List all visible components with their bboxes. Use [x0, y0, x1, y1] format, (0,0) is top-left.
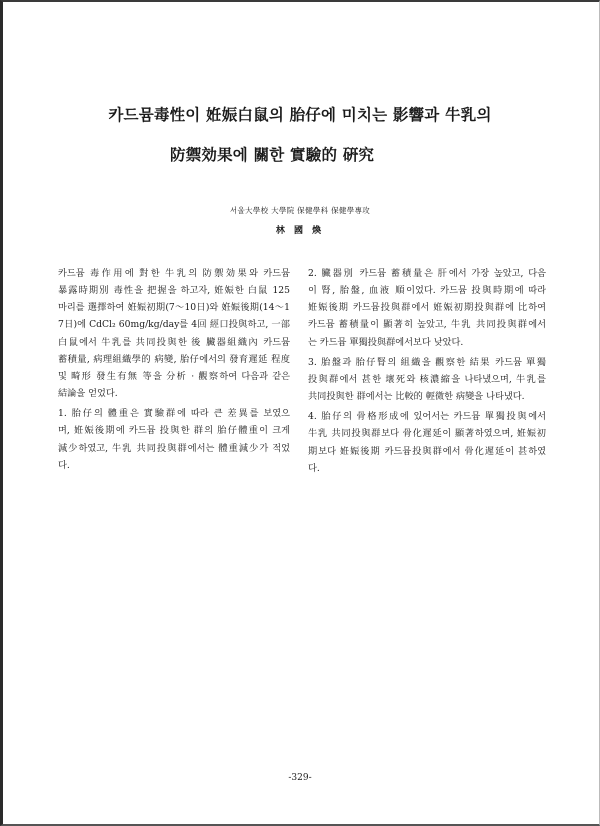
intro-line: 및 畸形 發生有無 等을 分析 · 觀察하여 다음과 같은	[58, 370, 290, 382]
result-2-line: 카드뮴 蓄積量이 顯著히 높았고, 牛乳 共同投與群에서	[308, 319, 546, 331]
result-paragraph-2	[308, 265, 546, 351]
title-line-1: 카드뮴毒性이 姙娠白鼠의 胎仔에 미치는 影響과 牛乳의	[108, 105, 492, 124]
intro-line: 暴露時期別 毒性을 把握을 하고자, 姙娠한 白鼠 125	[58, 285, 290, 297]
left-column	[58, 265, 290, 474]
page-number: -329-	[288, 773, 312, 783]
result-1-line: 며, 姙娠後期에 카드뮴 投與한 群의 胎仔體重이 크게	[58, 425, 290, 437]
result-4-line: 牛乳 共同投與群보다 骨化遲延이 顯著하였으며, 姙娠初	[308, 428, 546, 440]
result-1-line: 다.	[58, 459, 70, 471]
right-column	[308, 265, 546, 477]
result-4-line: 4. 胎仔의 骨格形成에 있어서는 카드뮴 單獨投與에서	[308, 411, 546, 423]
result-4-line: 期보다 姙娠後期 카드뮴投與群에서 骨化遲延이 甚하였	[308, 445, 546, 457]
intro-paragraph	[58, 265, 290, 402]
result-1-line: 減少하였고, 牛乳 共同投與群에서는 體重減少가 적었	[58, 442, 290, 454]
title-line-2: 防禦効果에 關한 實驗的 硏究	[170, 145, 375, 164]
result-3-line: 投與群에서 甚한 壞死와 核濃縮을 나타냈으며, 牛乳를	[308, 373, 546, 385]
result-paragraph-3	[308, 354, 546, 405]
result-paragraph-1	[58, 405, 290, 474]
result-2-line: 는 카드뮴 單獨投與群에서보다 낮았다.	[308, 336, 464, 348]
intro-line: 白鼠에서 牛乳를 共同投與한 後 臟器組織內 카드뮴	[58, 336, 290, 348]
result-2-line: 2. 臟器別 카드뮴 蓄積量은 肝에서 가장 높았고, 다음	[308, 268, 546, 279]
result-4-line: 다.	[308, 462, 320, 474]
result-1-line: 1. 胎仔의 體重은 實驗群에 따라 큰 差異를 보였으	[58, 408, 290, 420]
result-3-line: 3. 胎盤과 胎仔腎의 組織을 觀察한 結果 카드뮴 單獨	[308, 356, 546, 368]
intro-line: 7日)에 CdCl₂ 60mg/kg/day를 4回 經口投與하고, 一部	[58, 319, 290, 331]
result-3-line: 共同投與한 群에서는 比較的 輕微한 病變을 나타냈다.	[308, 391, 525, 403]
intro-line: 蓄積量, 病理組織學的 病變, 胎仔에서의 發育遲延 程度	[58, 353, 290, 365]
author-affiliation: 서울大學校 大學院 保健學科 保健學專攻	[229, 206, 371, 215]
result-2-line: 姙娠後期 카드뮴投與群에서 姙娠初期投與群에 比하여	[308, 302, 546, 314]
author-name: 林 國 煥	[275, 226, 325, 236]
result-2-line: 이 腎, 胎盤, 血液 順이었다. 카드뮴 投與時期에 따라	[308, 285, 546, 297]
intro-line: 마리를 選擇하여 姙娠初期(7～10日)와 姙娠後期(14～1	[58, 302, 290, 314]
intro-line: 카드뮴 毒作用에 對한 牛乳의 防禦効果와 카드뮴	[58, 268, 290, 279]
intro-line: 結論을 얻었다.	[58, 388, 118, 400]
result-paragraph-4	[308, 408, 546, 477]
